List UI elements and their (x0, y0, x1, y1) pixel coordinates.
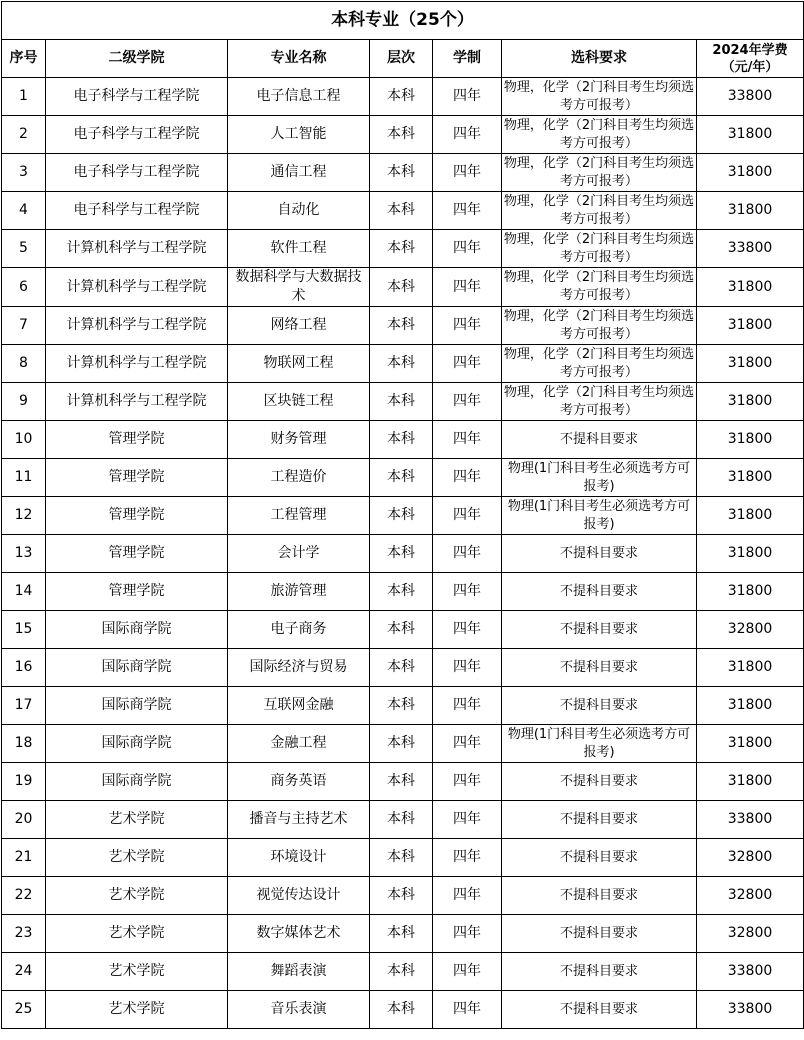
cell-college: 国际商学院 (46, 649, 228, 687)
table-row (2, 154, 804, 192)
cell-fee: 32800 (697, 877, 804, 915)
cell-level: 本科 (370, 611, 433, 649)
cell-level: 本科 (370, 839, 433, 877)
cell-years: 四年 (433, 459, 502, 497)
cell-years: 四年 (433, 839, 502, 877)
cell-level: 本科 (370, 573, 433, 611)
cell-no: 5 (2, 230, 46, 268)
cell-fee: 32800 (697, 839, 804, 877)
cell-requirement: 不提科目要求 (502, 801, 697, 839)
cell-fee: 31800 (697, 154, 804, 192)
cell-fee: 31800 (697, 383, 804, 421)
cell-level: 本科 (370, 801, 433, 839)
column-header-level: 层次 (370, 40, 433, 78)
cell-no: 14 (2, 573, 46, 611)
column-header-major: 专业名称 (228, 40, 370, 78)
cell-fee: 31800 (697, 459, 804, 497)
cell-college: 计算机科学与工程学院 (46, 268, 228, 307)
cell-no: 11 (2, 459, 46, 497)
table-row (2, 268, 804, 307)
cell-level: 本科 (370, 915, 433, 953)
cell-college: 管理学院 (46, 459, 228, 497)
cell-years: 四年 (433, 497, 502, 535)
cell-fee: 31800 (697, 307, 804, 345)
cell-requirement: 物理，化学（2门科目考生均须选考方可报考） (502, 307, 697, 345)
cell-major: 环境设计 (228, 839, 370, 877)
cell-requirement: 不提科目要求 (502, 953, 697, 991)
cell-fee: 31800 (697, 535, 804, 573)
cell-major: 舞蹈表演 (228, 953, 370, 991)
table-row (2, 725, 804, 763)
cell-no: 8 (2, 345, 46, 383)
column-header-college: 二级学院 (46, 40, 228, 78)
cell-major: 自动化 (228, 192, 370, 230)
cell-years: 四年 (433, 230, 502, 268)
table-row (2, 877, 804, 915)
cell-level: 本科 (370, 154, 433, 192)
cell-requirement: 不提科目要求 (502, 915, 697, 953)
cell-requirement: 物理，化学（2门科目考生均须选考方可报考） (502, 345, 697, 383)
cell-major: 数据科学与大数据技术 (228, 268, 370, 307)
cell-fee: 32800 (697, 915, 804, 953)
cell-no: 2 (2, 116, 46, 154)
cell-fee: 31800 (697, 649, 804, 687)
cell-no: 16 (2, 649, 46, 687)
cell-years: 四年 (433, 307, 502, 345)
cell-years: 四年 (433, 687, 502, 725)
cell-requirement: 不提科目要求 (502, 991, 697, 1029)
table-title: 本科专业（25个） (2, 2, 804, 40)
cell-years: 四年 (433, 154, 502, 192)
table-row (2, 307, 804, 345)
cell-requirement: 物理，化学（2门科目考生均须选考方可报考） (502, 116, 697, 154)
cell-no: 25 (2, 991, 46, 1029)
cell-college: 国际商学院 (46, 611, 228, 649)
cell-major: 物联网工程 (228, 345, 370, 383)
column-header-no: 序号 (2, 40, 46, 78)
cell-college: 艺术学院 (46, 801, 228, 839)
cell-major: 视觉传达设计 (228, 877, 370, 915)
cell-no: 21 (2, 839, 46, 877)
cell-requirement: 物理(1门科目考生必须选考方可报考) (502, 725, 697, 763)
cell-years: 四年 (433, 649, 502, 687)
cell-major: 通信工程 (228, 154, 370, 192)
cell-college: 艺术学院 (46, 953, 228, 991)
cell-college: 艺术学院 (46, 915, 228, 953)
cell-no: 19 (2, 763, 46, 801)
cell-years: 四年 (433, 268, 502, 307)
cell-years: 四年 (433, 801, 502, 839)
column-header-fee: 2024年学费（元/年） (697, 40, 804, 78)
cell-years: 四年 (433, 421, 502, 459)
cell-requirement: 物理(1门科目考生必须选考方可报考) (502, 459, 697, 497)
cell-major: 人工智能 (228, 116, 370, 154)
cell-college: 管理学院 (46, 535, 228, 573)
cell-level: 本科 (370, 421, 433, 459)
cell-fee: 31800 (697, 763, 804, 801)
cell-years: 四年 (433, 877, 502, 915)
cell-requirement: 物理，化学（2门科目考生均须选考方可报考） (502, 192, 697, 230)
cell-level: 本科 (370, 383, 433, 421)
table-row (2, 345, 804, 383)
cell-major: 互联网金融 (228, 687, 370, 725)
cell-no: 24 (2, 953, 46, 991)
cell-college: 电子科学与工程学院 (46, 192, 228, 230)
cell-requirement: 物理，化学（2门科目考生均须选考方可报考） (502, 230, 697, 268)
cell-fee: 33800 (697, 78, 804, 116)
cell-major: 软件工程 (228, 230, 370, 268)
table-row (2, 915, 804, 953)
cell-requirement: 物理，化学（2门科目考生均须选考方可报考） (502, 78, 697, 116)
cell-years: 四年 (433, 535, 502, 573)
cell-major: 区块链工程 (228, 383, 370, 421)
cell-years: 四年 (433, 915, 502, 953)
cell-level: 本科 (370, 535, 433, 573)
cell-years: 四年 (433, 991, 502, 1029)
cell-fee: 33800 (697, 991, 804, 1029)
cell-college: 电子科学与工程学院 (46, 116, 228, 154)
cell-level: 本科 (370, 687, 433, 725)
cell-fee: 31800 (697, 497, 804, 535)
cell-college: 国际商学院 (46, 687, 228, 725)
cell-requirement: 不提科目要求 (502, 649, 697, 687)
cell-requirement: 不提科目要求 (502, 877, 697, 915)
cell-requirement: 不提科目要求 (502, 421, 697, 459)
cell-level: 本科 (370, 497, 433, 535)
cell-requirement: 不提科目要求 (502, 535, 697, 573)
cell-level: 本科 (370, 192, 433, 230)
cell-fee: 31800 (697, 268, 804, 307)
cell-fee: 33800 (697, 953, 804, 991)
table-body (2, 78, 804, 1029)
cell-level: 本科 (370, 991, 433, 1029)
cell-fee: 31800 (697, 192, 804, 230)
cell-college: 管理学院 (46, 421, 228, 459)
cell-college: 计算机科学与工程学院 (46, 345, 228, 383)
table-row (2, 459, 804, 497)
cell-fee: 33800 (697, 230, 804, 268)
table-row (2, 192, 804, 230)
cell-college: 艺术学院 (46, 839, 228, 877)
cell-college: 国际商学院 (46, 763, 228, 801)
cell-years: 四年 (433, 725, 502, 763)
table-row (2, 991, 804, 1029)
cell-college: 电子科学与工程学院 (46, 78, 228, 116)
table-row (2, 763, 804, 801)
cell-college: 艺术学院 (46, 991, 228, 1029)
cell-no: 7 (2, 307, 46, 345)
cell-major: 会计学 (228, 535, 370, 573)
cell-years: 四年 (433, 611, 502, 649)
cell-major: 电子信息工程 (228, 78, 370, 116)
cell-requirement: 不提科目要求 (502, 839, 697, 877)
cell-major: 国际经济与贸易 (228, 649, 370, 687)
cell-major: 播音与主持艺术 (228, 801, 370, 839)
table-row (2, 230, 804, 268)
cell-years: 四年 (433, 78, 502, 116)
table-row (2, 573, 804, 611)
cell-level: 本科 (370, 268, 433, 307)
cell-requirement: 物理，化学（2门科目考生均须选考方可报考） (502, 383, 697, 421)
table-row (2, 611, 804, 649)
cell-major: 音乐表演 (228, 991, 370, 1029)
cell-requirement: 物理(1门科目考生必须选考方可报考) (502, 497, 697, 535)
cell-fee: 31800 (697, 345, 804, 383)
cell-fee: 32800 (697, 611, 804, 649)
cell-years: 四年 (433, 192, 502, 230)
cell-college: 计算机科学与工程学院 (46, 383, 228, 421)
cell-no: 4 (2, 192, 46, 230)
cell-college: 管理学院 (46, 497, 228, 535)
table-row (2, 687, 804, 725)
cell-years: 四年 (433, 345, 502, 383)
cell-level: 本科 (370, 763, 433, 801)
cell-requirement: 不提科目要求 (502, 611, 697, 649)
cell-level: 本科 (370, 953, 433, 991)
cell-years: 四年 (433, 763, 502, 801)
table-row (2, 649, 804, 687)
cell-college: 电子科学与工程学院 (46, 154, 228, 192)
majors-table (1, 1, 804, 1029)
cell-level: 本科 (370, 307, 433, 345)
cell-fee: 31800 (697, 687, 804, 725)
cell-no: 20 (2, 801, 46, 839)
table-row (2, 953, 804, 991)
cell-college: 艺术学院 (46, 877, 228, 915)
cell-major: 财务管理 (228, 421, 370, 459)
cell-level: 本科 (370, 459, 433, 497)
cell-years: 四年 (433, 383, 502, 421)
cell-no: 13 (2, 535, 46, 573)
cell-requirement: 不提科目要求 (502, 763, 697, 801)
cell-level: 本科 (370, 877, 433, 915)
cell-no: 23 (2, 915, 46, 953)
cell-no: 17 (2, 687, 46, 725)
table-row (2, 383, 804, 421)
cell-level: 本科 (370, 649, 433, 687)
cell-requirement: 物理，化学（2门科目考生均须选考方可报考） (502, 268, 697, 307)
table-row (2, 421, 804, 459)
cell-major: 工程造价 (228, 459, 370, 497)
cell-fee: 31800 (697, 116, 804, 154)
cell-college: 计算机科学与工程学院 (46, 230, 228, 268)
cell-years: 四年 (433, 116, 502, 154)
cell-no: 9 (2, 383, 46, 421)
column-header-requirement: 选科要求 (502, 40, 697, 78)
cell-fee: 31800 (697, 421, 804, 459)
table-row (2, 839, 804, 877)
cell-level: 本科 (370, 725, 433, 763)
cell-no: 10 (2, 421, 46, 459)
table-row (2, 116, 804, 154)
table-row (2, 497, 804, 535)
cell-college: 计算机科学与工程学院 (46, 307, 228, 345)
cell-fee: 31800 (697, 573, 804, 611)
cell-level: 本科 (370, 78, 433, 116)
cell-no: 1 (2, 78, 46, 116)
cell-fee: 31800 (697, 725, 804, 763)
cell-major: 商务英语 (228, 763, 370, 801)
cell-college: 管理学院 (46, 573, 228, 611)
cell-major: 数字媒体艺术 (228, 915, 370, 953)
cell-level: 本科 (370, 116, 433, 154)
table-row (2, 78, 804, 116)
cell-major: 网络工程 (228, 307, 370, 345)
cell-no: 22 (2, 877, 46, 915)
cell-level: 本科 (370, 345, 433, 383)
cell-major: 工程管理 (228, 497, 370, 535)
cell-years: 四年 (433, 573, 502, 611)
cell-major: 旅游管理 (228, 573, 370, 611)
table-row (2, 535, 804, 573)
table-row (2, 801, 804, 839)
cell-college: 国际商学院 (46, 725, 228, 763)
cell-fee: 33800 (697, 801, 804, 839)
cell-requirement: 不提科目要求 (502, 573, 697, 611)
cell-major: 电子商务 (228, 611, 370, 649)
cell-no: 3 (2, 154, 46, 192)
cell-no: 12 (2, 497, 46, 535)
cell-major: 金融工程 (228, 725, 370, 763)
cell-no: 18 (2, 725, 46, 763)
cell-level: 本科 (370, 230, 433, 268)
cell-requirement: 物理，化学（2门科目考生均须选考方可报考） (502, 154, 697, 192)
cell-no: 15 (2, 611, 46, 649)
cell-years: 四年 (433, 953, 502, 991)
cell-requirement: 不提科目要求 (502, 687, 697, 725)
column-header-years: 学制 (433, 40, 502, 78)
cell-no: 6 (2, 268, 46, 307)
